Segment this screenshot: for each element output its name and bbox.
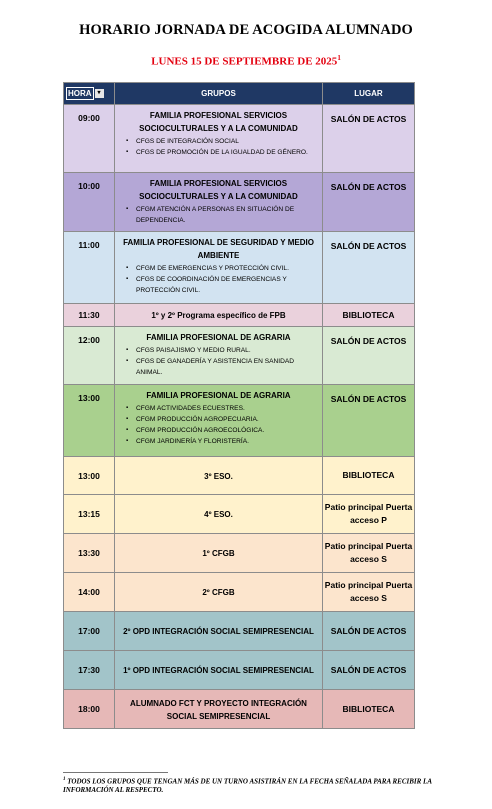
filter-dropdown-icon[interactable]: ▾ [95,89,104,98]
row-hour: 10:00 [64,173,115,232]
footnote-mark: 1 [63,777,66,782]
row-place: BIBLIOTECA [323,304,415,327]
list-item: ▪ CFGM ACTIVIDADES ECUESTRES. [136,403,319,414]
footnote-ref: 1 [337,54,341,62]
course-list [136,403,319,447]
row-hour: 13:30 [64,534,115,573]
group-heading: FAMILIA PROFESIONAL SERVICIOS SOCIOCULTURALES Y A LA COMUNIDAD [139,179,298,201]
row-groups [115,304,323,327]
row-place: Patio principal Puerta acceso P [323,495,415,534]
table-header-row [64,83,415,105]
group-heading: 1º OPD INTEGRACIÓN SOCIAL SEMIPRESENCIAL [123,666,314,675]
list-item: ▪ CFGM ATENCIÓN A PERSONAS EN SITUACIÓN DE DEPENDENCIA. [136,204,319,226]
row-groups [115,612,323,651]
group-heading: 1º CFGB [202,549,235,558]
document-date [0,54,492,68]
row-groups [115,534,323,573]
row-groups [115,651,323,690]
row-place: SALÓN DE ACTOS [323,612,415,651]
row-hour: 17:00 [64,612,115,651]
list-item: ▪ CFGM PRODUCCIÓN AGROPECUARIA. [136,414,319,425]
row-place: Patio principal Puerta acceso S [323,534,415,573]
course-list [136,345,319,378]
list-item: ▪ CFGS DE PROMOCIÓN DE LA IGUALDAD DE GÉNERO. [136,147,319,158]
table-row [64,457,415,495]
schedule-table [63,82,415,729]
footnote-divider [63,772,168,773]
header-lugar: LUGAR [323,83,415,105]
group-heading: 4º ESO. [204,510,233,519]
header-hora-label: HORA [68,89,92,98]
row-hour: 11:30 [64,304,115,327]
row-hour: 13:15 [64,495,115,534]
row-hour: 13:00 [64,457,115,495]
row-groups [115,105,323,173]
course-list [136,263,319,296]
row-hour: 11:00 [64,232,115,304]
table-row [64,327,415,385]
header-grupos: GRUPOS [115,83,323,105]
table-row [64,534,415,573]
group-heading: 1º y 2º Programa específico de FPB [151,311,286,320]
row-place: SALÓN DE ACTOS [323,327,415,385]
table-row [64,173,415,232]
table-row [64,385,415,457]
list-item: ▪ CFGS DE INTEGRACIÓN SOCIAL [136,136,319,147]
row-hour: 12:00 [64,327,115,385]
row-place: SALÓN DE ACTOS [323,232,415,304]
document-title: HORARIO JORNADA DE ACOGIDA ALUMNADO [79,22,413,38]
row-hour: 14:00 [64,573,115,612]
group-heading: 3º ESO. [204,471,233,481]
list-item: ▪ CFGM PRODUCCIÓN AGROECOLÓGICA. [136,425,319,436]
row-groups [115,457,323,495]
footnote-text: TODOS LOS GRUPOS QUE TENGAN MÁS DE UN TURNO ASISTIRÁN EN LA FECHA SEÑALADA PARA RECIBIR LA INFORMACIÓN AL RESPECTO. [63,777,432,795]
table-row [64,495,415,534]
row-place: BIBLIOTECA [323,457,415,495]
row-place: SALÓN DE ACTOS [323,173,415,232]
group-heading: 2º CFGB [202,588,235,597]
list-item: ▪ CFGS PAISAJISMO Y MEDIO RURAL. [136,345,319,356]
group-heading: FAMILIA PROFESIONAL DE AGRARIA [146,391,291,400]
row-hour: 18:00 [64,690,115,729]
table-row [64,651,415,690]
table-row [64,105,415,173]
row-place: SALÓN DE ACTOS [323,651,415,690]
group-heading: FAMILIA PROFESIONAL DE SEGURIDAD Y MEDIO AMBIENTE [123,238,314,260]
row-place: SALÓN DE ACTOS [323,105,415,173]
row-groups [115,495,323,534]
course-list [136,204,319,226]
table-row [64,232,415,304]
row-place: BIBLIOTECA [323,690,415,729]
table-body [64,105,415,729]
group-heading: FAMILIA PROFESIONAL SERVICIOS SOCIOCULTURALES Y A LA COMUNIDAD [139,111,298,133]
row-groups [115,232,323,304]
table-row [64,612,415,651]
date-text: LUNES 15 DE SEPTIEMBRE DE 2025 [151,55,338,68]
list-item: ▪ CFGS DE GANADERÍA Y ASISTENCIA EN SANIDAD ANIMAL. [136,356,319,378]
group-heading: ALUMNADO FCT Y PROYECTO INTEGRACIÓN SOCIAL SEMIPRESENCIAL [130,698,307,721]
row-groups [115,327,323,385]
row-hour: 17:30 [64,651,115,690]
table-row [64,690,415,729]
table-row [64,573,415,612]
list-item: ▪ CFGS DE COORDINACIÓN DE EMERGENCIAS Y PROTECCIÓN CIVIL. [136,274,319,296]
group-heading: FAMILIA PROFESIONAL DE AGRARIA [146,333,291,342]
row-groups [115,573,323,612]
row-groups [115,385,323,457]
list-item: ▪ CFGM DE EMERGENCIAS Y PROTECCIÓN CIVIL. [136,263,319,274]
row-hour: 13:00 [64,385,115,457]
row-place: Patio principal Puerta acceso S [323,573,415,612]
row-hour: 09:00 [64,105,115,173]
group-heading: 2º OPD INTEGRACIÓN SOCIAL SEMIPRESENCIAL [123,627,314,636]
list-item: ▪ CFGM JARDINERÍA Y FLORISTERÍA. [136,436,319,447]
row-place: SALÓN DE ACTOS [323,385,415,457]
footnote [63,775,473,795]
header-hora[interactable] [64,83,115,105]
row-groups [115,690,323,729]
course-list [136,136,319,158]
row-groups [115,173,323,232]
table-row [64,304,415,327]
